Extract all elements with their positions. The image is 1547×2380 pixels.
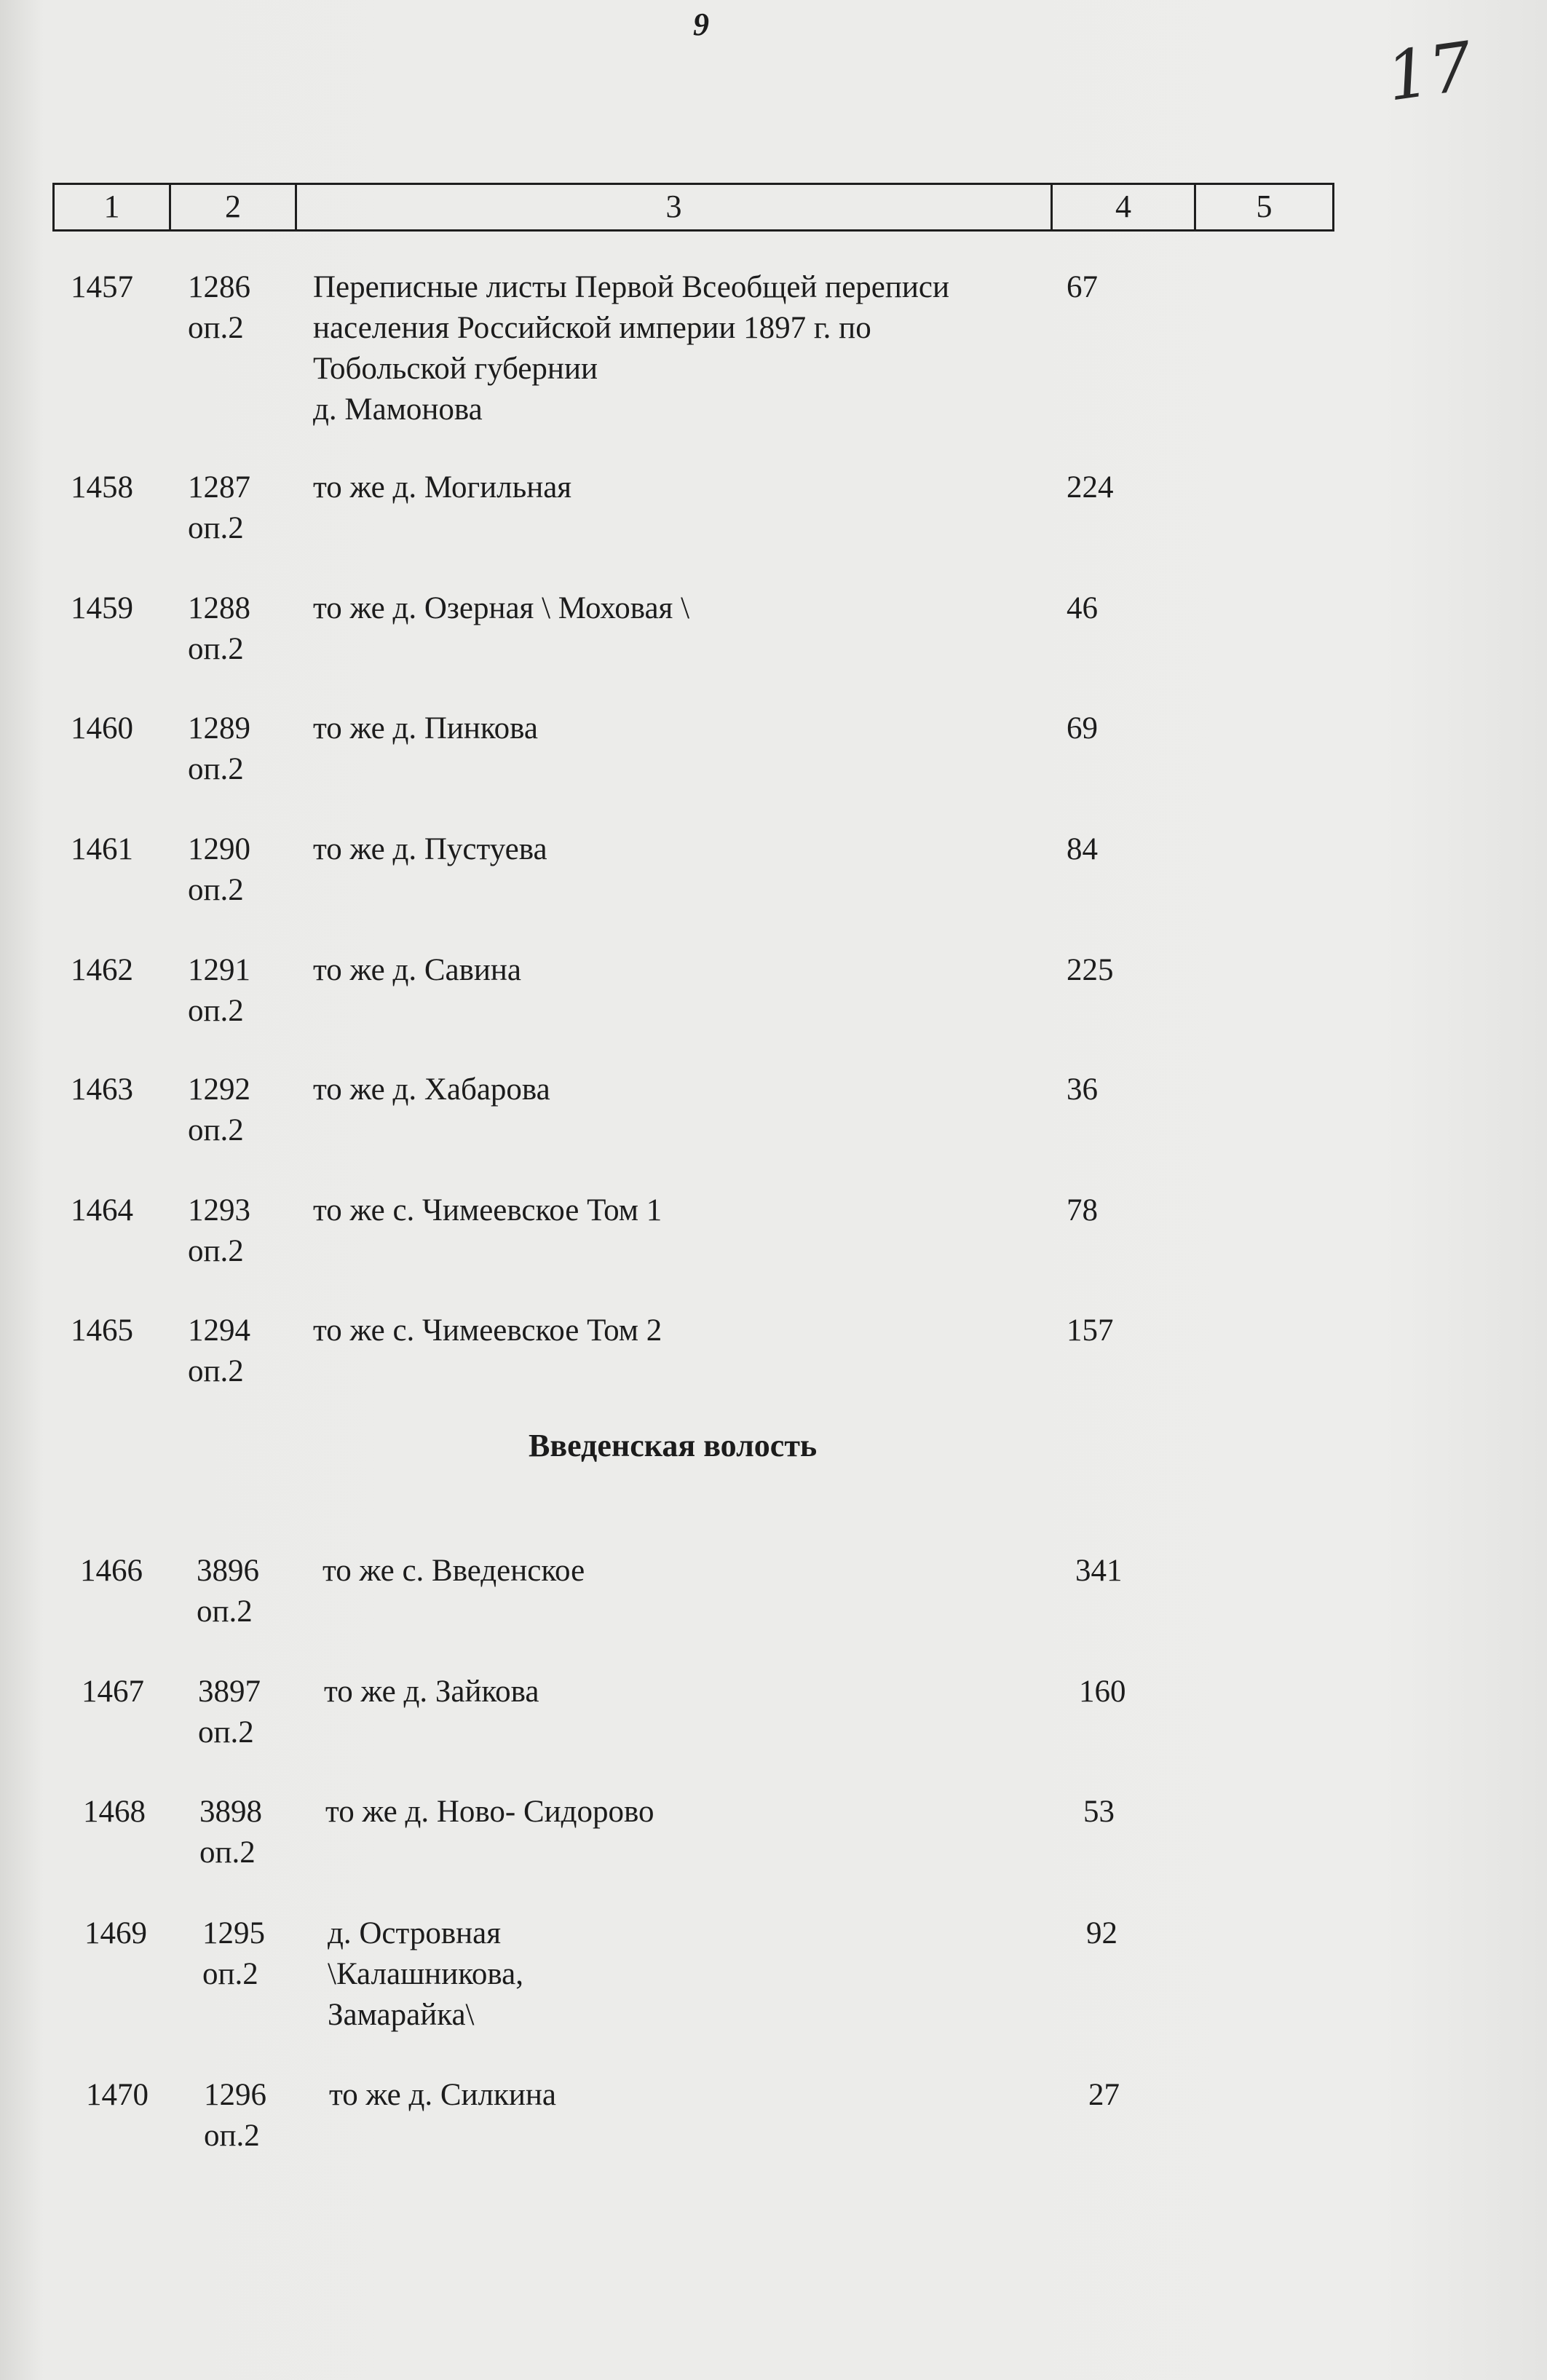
fund-number: 1296 (204, 2078, 266, 2112)
title-cell (328, 1913, 1056, 2036)
inventory-label: оп.2 (188, 632, 244, 666)
title-line: то же д. Пинкова (313, 711, 538, 746)
quantity: 225 (1067, 953, 1114, 987)
title-cell (329, 2075, 1057, 2116)
fund-number: 1292 (188, 1072, 250, 1107)
header-cell-3: 3 (297, 185, 1053, 229)
title-line: то же д. Озерная \ Моховая \ (313, 591, 690, 625)
item-number: 1469 (84, 1916, 147, 1950)
fund-number: 1294 (188, 1313, 250, 1348)
inventory-label: оп.2 (188, 1113, 244, 1147)
quantity: 69 (1067, 711, 1098, 746)
section-heading: Введенская волость (529, 1428, 818, 1463)
header-cell-2: 2 (171, 185, 297, 229)
title-line: то же д. Силкина (329, 2078, 556, 2112)
inventory-label: оп.2 (198, 1715, 254, 1750)
quantity: 67 (1067, 270, 1098, 304)
fund-number: 1291 (188, 953, 250, 987)
title-cell (325, 1792, 1053, 1833)
inventory-label: оп.2 (202, 1957, 258, 1991)
title-cell (313, 467, 1041, 508)
title-line: Переписные листы Первой Всеобщей переписи (313, 270, 949, 304)
quantity: 84 (1067, 832, 1098, 866)
title-cell (323, 1551, 1051, 1592)
inventory-label: оп.2 (188, 752, 244, 786)
fund-cell (188, 950, 297, 1032)
fund-cell (188, 467, 297, 549)
title-cell (313, 267, 1041, 430)
item-number: 1466 (80, 1554, 143, 1588)
header-cell-1: 1 (55, 185, 171, 229)
quantity: 78 (1067, 1193, 1098, 1227)
inventory-label: оп.2 (188, 1234, 244, 1268)
title-cell (313, 1190, 1041, 1231)
quantity: 157 (1067, 1313, 1114, 1348)
inventory-label: оп.2 (188, 311, 244, 345)
title-line: то же с. Введенское (323, 1554, 585, 1588)
fund-number: 1288 (188, 591, 250, 625)
title-line: Тобольской губернии (313, 352, 598, 386)
item-number: 1468 (83, 1795, 146, 1829)
title-cell (324, 1672, 1052, 1712)
item-number: 1457 (71, 270, 133, 304)
quantity: 224 (1067, 470, 1114, 505)
quantity: 341 (1075, 1554, 1123, 1588)
fund-cell (188, 267, 297, 349)
fund-number: 1295 (202, 1916, 265, 1950)
title-line: д. Островная (328, 1916, 502, 1950)
quantity: 92 (1086, 1916, 1117, 1950)
quantity: 53 (1083, 1795, 1115, 1829)
inventory-label: оп.2 (188, 873, 244, 907)
quantity: 160 (1079, 1675, 1126, 1709)
item-number: 1459 (71, 591, 133, 625)
title-line: то же д. Могильная (313, 470, 572, 505)
fund-cell (188, 1070, 297, 1151)
fund-number: 1293 (188, 1193, 250, 1227)
quantity: 46 (1067, 591, 1098, 625)
fund-cell (188, 1190, 297, 1272)
title-cell (313, 829, 1041, 870)
item-number: 1470 (86, 2078, 149, 2112)
inventory-label: оп.2 (188, 994, 244, 1028)
title-cell (313, 588, 1041, 629)
title-line: то же с. Чимеевское Том 1 (313, 1193, 662, 1227)
inventory-label: оп.2 (199, 1835, 256, 1870)
item-number: 1462 (71, 953, 133, 987)
header-cell-5: 5 (1256, 189, 1273, 224)
page-number: 9 (693, 7, 709, 42)
title-line: то же д. Ново- Сидорово (325, 1795, 654, 1829)
header-cell-4: 4 (1053, 185, 1196, 229)
item-number: 1458 (71, 470, 133, 505)
fund-number: 3898 (199, 1795, 262, 1829)
title-cell (313, 708, 1041, 749)
fund-cell (198, 1672, 307, 1753)
fund-cell (188, 588, 297, 670)
table-header (52, 183, 1334, 232)
title-cell (313, 1070, 1041, 1110)
item-number: 1464 (71, 1193, 133, 1227)
title-line: \Калашникова, (328, 1957, 523, 1991)
fund-number: 1290 (188, 832, 250, 866)
fund-number: 1286 (188, 270, 250, 304)
title-line: то же д. Савина (313, 953, 522, 987)
quantity: 27 (1088, 2078, 1120, 2112)
handwritten-folio-number: 17 (1382, 27, 1477, 116)
fund-cell (197, 1551, 306, 1632)
fund-number: 3897 (198, 1675, 261, 1709)
fund-cell (199, 1792, 309, 1873)
title-line: то же д. Пустуева (313, 832, 547, 866)
item-number: 1461 (71, 832, 133, 866)
fund-number: 3896 (197, 1554, 259, 1588)
fund-number: 1289 (188, 711, 250, 746)
title-line: то же с. Чимеевское Том 2 (313, 1313, 662, 1348)
title-line: д. Мамонова (313, 392, 483, 427)
title-line: то же д. Хабарова (313, 1072, 550, 1107)
fund-cell (188, 708, 297, 790)
fund-cell (202, 1913, 312, 1995)
item-number: 1465 (71, 1313, 133, 1348)
quantity: 36 (1067, 1072, 1098, 1107)
item-number: 1463 (71, 1072, 133, 1107)
fund-cell (188, 829, 297, 911)
title-cell (313, 950, 1041, 991)
title-line: Замарайка\ (328, 1998, 475, 2032)
inventory-label: оп.2 (188, 511, 244, 545)
item-number: 1467 (82, 1675, 144, 1709)
title-cell (313, 1310, 1041, 1351)
fund-cell (204, 2075, 313, 2156)
title-line: населения Российской империи 1897 г. по (313, 311, 871, 345)
title-line: то же д. Зайкова (324, 1675, 539, 1709)
fund-number: 1287 (188, 470, 250, 505)
inventory-label: оп.2 (204, 2119, 260, 2153)
fund-cell (188, 1310, 297, 1392)
inventory-label: оп.2 (188, 1354, 244, 1388)
inventory-label: оп.2 (197, 1594, 253, 1629)
item-number: 1460 (71, 711, 133, 746)
